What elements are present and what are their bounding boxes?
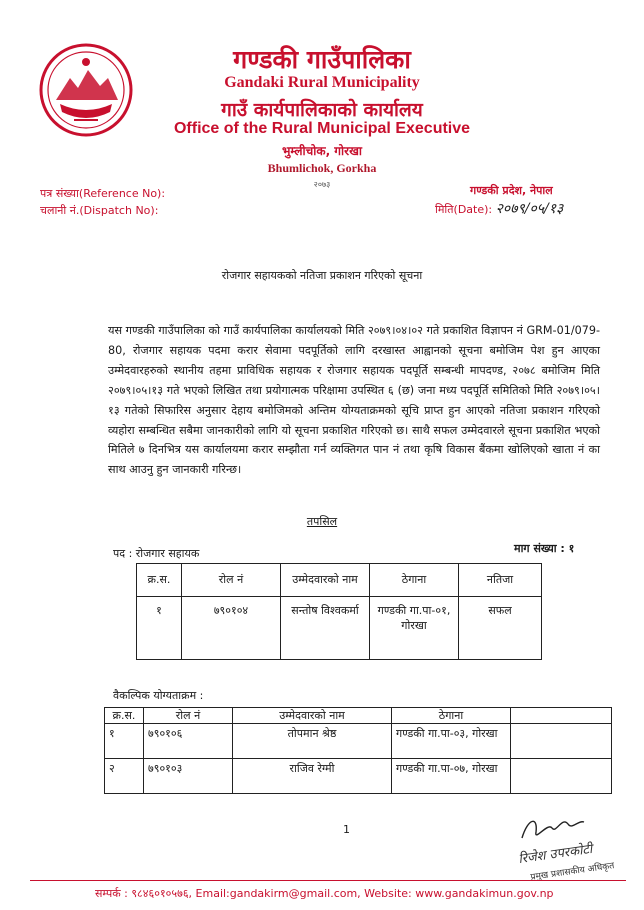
municipality-name-np: गण्डकी गाउँपालिका bbox=[233, 45, 411, 74]
cell-address: गण्डकी गा.पा-०७, गोरखा bbox=[392, 759, 511, 794]
footer-divider bbox=[30, 880, 626, 881]
cell-roll: ७९०१०४ bbox=[182, 597, 281, 660]
table-row bbox=[105, 759, 612, 794]
col-extra bbox=[511, 708, 612, 724]
col-result: नतिजा bbox=[459, 564, 542, 597]
col-address: ठेगाना bbox=[370, 564, 459, 597]
cell-address: गण्डकी गा.पा-०३, गोरखा bbox=[392, 724, 511, 759]
dispatch-label: चलानी नं.(Dispatch No): bbox=[40, 204, 159, 217]
col-sn: क्र.स. bbox=[105, 708, 144, 724]
col-roll: रोल नं bbox=[144, 708, 233, 724]
cell-sn: २ bbox=[105, 759, 144, 794]
table-header-row bbox=[137, 564, 542, 597]
schedule-heading: तपसिल bbox=[306, 515, 338, 528]
municipality-name-en: Gandaki Rural Municipality bbox=[224, 74, 420, 91]
cell-name: राजिव रेग्मी bbox=[233, 759, 392, 794]
date-label: मिति(Date): bbox=[435, 203, 493, 216]
signatory-title: प्रमुख प्रशासकीय अधिकृत bbox=[529, 861, 615, 883]
notice-body: यस गण्डकी गाउँपालिका को गाउँ कार्यपालिका कार्यालयको मिति २०७९।०४।०२ गते प्रकाशित विज्ञापन नं GRM-01/079-80, रोजगार सहायक पदमा करार सेवामा पदपूर्तिको लागि दरखास्त आह्वानको सूचना बमोजिम पेश हुन आएका उम्मेदवारहरुको स्थानीय तहमा प्राविधिक सहायक र रोजगार सहायक पदपूर्ति सम्बन्धी मापदण्ड, २०७८ बमोजिम मिति २०७९।०५।१३ गते भएको लिखित तथा प्रयोगात्मक परिक्षामा उपस्थित ६ (छ) जना मध्य पदपूर्ति समितिको मिति २०७९।०५।१३ गतेको सिफारिस अनुसार देहाय बमोजिमको अन्तिम योग्यताक्रमको सूचि प्राप्त हुन आएको नतिजा प्रकाशन गरिएको व्यहोरा सम्बन्धित सबैमा जानकारीको लागि यो सूचना प्रकाशित गरिएको छ। साथै सफल उम्मेदवारले सूचना प्रकाशित भएको मितिले ७ दिनभित्र यस कार्यालयमा करार सम्झौता गर्न व्यक्तिगत पान नं तथा कृषि विकास बैंकमा खोलिएको खाता नं का साथ आउनु हुन जानकारी गरिन्छ। bbox=[108, 324, 600, 477]
col-sn: क्र.स. bbox=[137, 564, 182, 597]
province-label: गण्डकी प्रदेश, नेपाल bbox=[470, 184, 553, 197]
post-label: पद : रोजगार सहायक bbox=[113, 547, 200, 560]
cell-extra bbox=[511, 724, 612, 759]
cell-address: गण्डकी गा.पा-०१, गोरखा bbox=[370, 597, 459, 660]
office-name-en: Office of the Rural Municipal Executive bbox=[173, 120, 471, 137]
cell-extra bbox=[511, 759, 612, 794]
office-name-np: गाउँ कार्यपालिकाको कार्यालय bbox=[221, 99, 423, 121]
alternate-table bbox=[104, 707, 612, 794]
footer-contact: सम्पर्क : ९८४६०१०५७६, Email:gandakirm@gmail.com, Website: www.gandakimun.gov.np bbox=[95, 887, 554, 900]
cell-name: तोपमान श्रेष्ठ bbox=[233, 724, 392, 759]
reference-label: पत्र संख्या(Reference No): bbox=[40, 187, 166, 200]
demand-count: माग संख्या : १ bbox=[514, 542, 575, 555]
table-row bbox=[137, 597, 542, 660]
table-row bbox=[105, 724, 612, 759]
col-name: उम्मेदवारको नाम bbox=[281, 564, 370, 597]
notice-title: रोजगार सहायकको नतिजा प्रकाशन गरिएको सूचना bbox=[221, 269, 423, 282]
place-en: Bhumlichok, Gorkha bbox=[267, 161, 377, 175]
place-np: भुम्लीचोक, गोरखा bbox=[281, 144, 363, 158]
alternate-label: वैकल्पिक योग्यताक्रम : bbox=[113, 689, 204, 702]
date-line bbox=[435, 199, 563, 218]
date-value: २०७९/०५/१३ bbox=[495, 201, 564, 217]
col-name: उम्मेदवारको नाम bbox=[233, 708, 392, 724]
cell-sn: १ bbox=[105, 724, 144, 759]
col-roll: रोल नं bbox=[182, 564, 281, 597]
signature-block bbox=[500, 810, 640, 890]
cell-sn: १ bbox=[137, 597, 182, 660]
cell-name: सन्तोष विश्वकर्मा bbox=[281, 597, 370, 660]
signatory-name: रिजेश उपरकोटी bbox=[517, 841, 594, 868]
result-table bbox=[136, 563, 542, 660]
col-address: ठेगाना bbox=[392, 708, 511, 724]
table-header-row bbox=[105, 708, 612, 724]
cell-roll: ७९०१०६ bbox=[144, 724, 233, 759]
cell-roll: ७९०१०३ bbox=[144, 759, 233, 794]
established-year: २०७३ bbox=[313, 180, 331, 189]
page-number: 1 bbox=[343, 823, 350, 836]
cell-result: सफल bbox=[459, 597, 542, 660]
